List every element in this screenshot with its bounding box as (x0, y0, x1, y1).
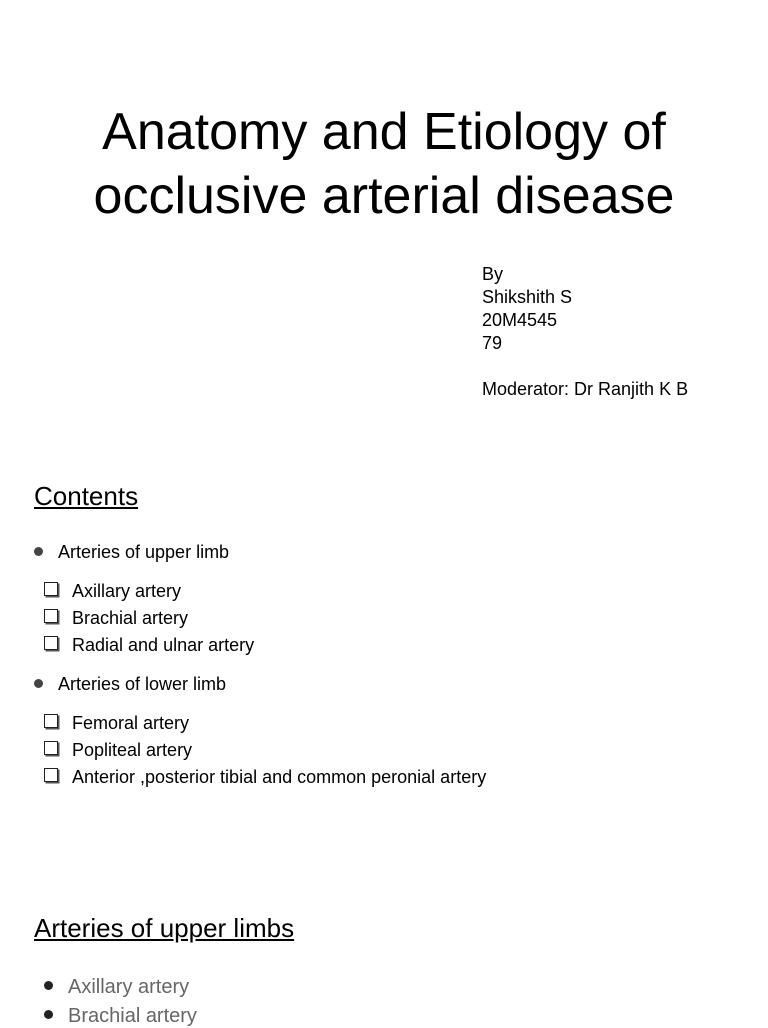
bullet-icon (34, 547, 43, 556)
sub-item-label: Brachial artery (72, 608, 189, 628)
bullet-icon (34, 679, 43, 688)
contents-item-lower (34, 674, 226, 695)
upper-limbs-heading: Arteries of upper limbs (34, 913, 295, 943)
bullet-icon (44, 1010, 53, 1019)
sub-item-label: Popliteal artery (72, 740, 193, 760)
list-item (44, 1005, 197, 1028)
sub-item (44, 767, 486, 788)
author-id: 20M4545 (482, 310, 558, 330)
author-name: Shikshith S (482, 287, 573, 307)
sub-item-label: Anterior ,posterior tibial and common peronial artery (72, 767, 487, 787)
slide-title (0, 100, 768, 228)
bullet-icon (44, 981, 53, 990)
title-line-2: occlusive arterial disease (93, 167, 675, 225)
list-item (44, 976, 189, 999)
checkbox-icon (44, 636, 58, 650)
checkbox-icon (44, 768, 58, 782)
checkbox-icon (44, 609, 58, 623)
checkbox-icon (44, 714, 58, 728)
contents-item-upper (34, 542, 229, 563)
sub-item-label: Axillary artery (72, 581, 182, 601)
byline (482, 263, 688, 401)
checkbox-icon (44, 582, 58, 596)
sub-item-label: Radial and ulnar artery (72, 635, 255, 655)
contents-heading: Contents (34, 481, 139, 511)
byline-by: By (482, 264, 504, 284)
sub-item (44, 581, 181, 602)
list-item-label: Brachial artery (68, 1005, 197, 1027)
sub-item-label: Femoral artery (72, 713, 190, 733)
title-line-1: Anatomy and Etiology of (102, 103, 666, 161)
list-item-label: Axillary artery (68, 976, 190, 998)
sub-item (44, 608, 188, 629)
author-number: 79 (482, 333, 503, 353)
moderator: Moderator: Dr Ranjith K B (482, 379, 689, 399)
sub-item (44, 740, 192, 761)
byline-gap (482, 355, 688, 378)
contents-lower-label: Arteries of lower limb (58, 674, 227, 694)
sub-item (44, 713, 189, 734)
contents-upper-label: Arteries of upper limb (58, 542, 230, 562)
sub-item (44, 635, 254, 656)
checkbox-icon (44, 741, 58, 755)
